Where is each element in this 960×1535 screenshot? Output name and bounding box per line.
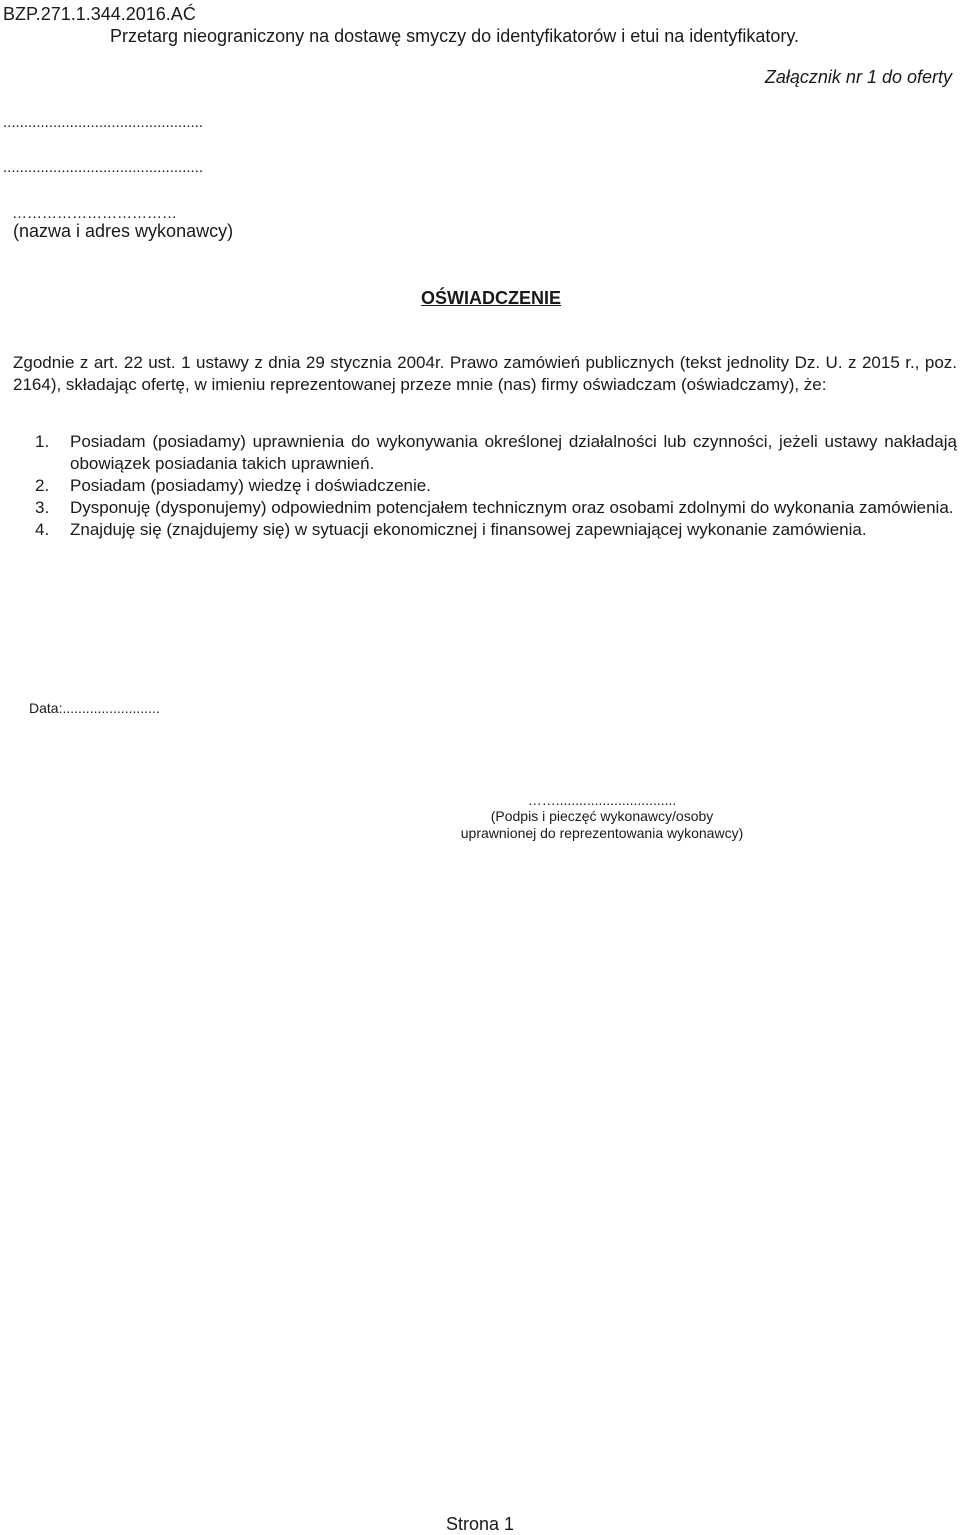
date-field: Data:......................... (29, 700, 160, 716)
contractor-label: (nazwa i adres wykonawcy) (13, 221, 234, 241)
list-item-number: 4. (35, 520, 50, 539)
list-item-text: Posiadam (posiadamy) wiedzę i doświadczenie. (70, 476, 431, 495)
document-reference: BZP.271.1.344.2016.AĆ (3, 4, 196, 24)
contractor-dots-line: …………………………… (12, 205, 177, 222)
list-item (13, 519, 957, 541)
contractor-dots-line: ................................................ (3, 159, 204, 176)
declaration-list (13, 431, 957, 541)
tender-title: Przetarg nieograniczony na dostawę smyczy do identyfikatorów i etui na identyfikatory. (110, 26, 800, 46)
contractor-dots-line: ................................................ (3, 114, 204, 131)
list-item (13, 497, 957, 519)
list-item-number: 2. (35, 476, 50, 495)
list-item (13, 475, 957, 497)
declaration-intro: Zgodnie z art. 22 ust. 1 ustawy z dnia 29 stycznia 2004r. Prawo zamówień publicznych (tekst jednolity Dz. U. z 2015 r., poz. 2164), składając ofertę, w imieniu reprezentowanej przeze mnie (nas) firmy oświadczam (oświadczamy), że: (13, 353, 957, 394)
signature-dots: ……............................... (527, 792, 677, 808)
document-title: OŚWIADCZENIE (420, 288, 561, 308)
list-item (13, 431, 957, 475)
annex-label: Załącznik nr 1 do oferty (764, 67, 952, 87)
signature-caption: uprawnionej do reprezentowania wykonawcy) (460, 825, 744, 841)
list-item-text: Posiadam (posiadamy) uprawnienia do wykonywania określonej działalności lub czynności, jeżeli ustawy nakładają obowiązek posiadania takich uprawnień. (70, 432, 957, 473)
list-item-text: Znajduję się (znajdujemy się) w sytuacji ekonomicznej i finansowej zapewniającej wykonanie zamówienia. (70, 520, 867, 539)
list-item-number: 1. (35, 432, 50, 451)
page-number: Strona 1 (445, 1514, 515, 1534)
list-item-number: 3. (35, 498, 50, 517)
signature-caption: (Podpis i pieczęć wykonawcy/osoby (490, 808, 714, 824)
list-item-text: Dysponuję (dysponujemy) odpowiednim potencjałem technicznym oraz osobami zdolnymi do wykonania zamówienia. (70, 498, 954, 517)
